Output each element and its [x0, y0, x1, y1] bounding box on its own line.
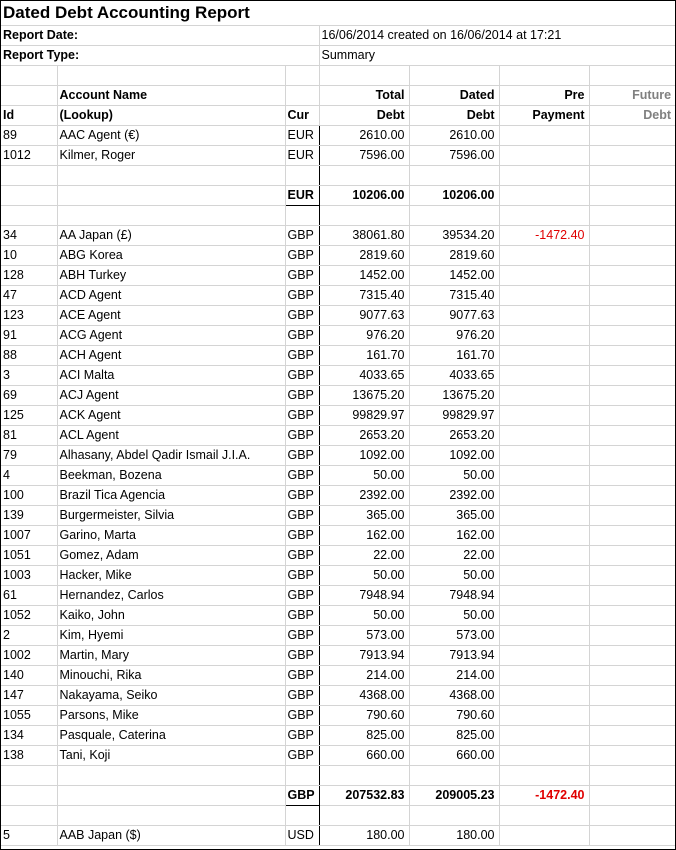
- cell-dated-debt: 214.00: [409, 666, 499, 686]
- cell-currency: GBP: [285, 726, 319, 746]
- cell-account-name: Parsons, Mike: [57, 706, 285, 726]
- cell-pre-payment: [499, 486, 589, 506]
- subtotal-spacer: [1, 786, 57, 806]
- table-row: [1, 646, 675, 666]
- subtotal-spacer: [1, 186, 57, 206]
- cell-future-debt: [589, 466, 675, 486]
- cell-pre-payment: [499, 726, 589, 746]
- cell-currency: GBP: [285, 746, 319, 766]
- cell-future-debt: [589, 146, 675, 166]
- header-account-name: Account Name: [57, 86, 285, 106]
- cell-account-name: ACJ Agent: [57, 386, 285, 406]
- cell-pre-payment: [499, 426, 589, 446]
- header-row-2: [1, 106, 675, 126]
- cell-account-name: Tani, Koji: [57, 746, 285, 766]
- cell-total-debt: 7948.94: [319, 586, 409, 606]
- cell-currency: GBP: [285, 586, 319, 606]
- subtotal-future-debt: [589, 786, 675, 806]
- cell-dated-debt: 50.00: [409, 606, 499, 626]
- cell-id: 125: [1, 406, 57, 426]
- cell-account-name: ACI Malta: [57, 366, 285, 386]
- table-row: [1, 626, 675, 646]
- subtotal-future-debt: [589, 186, 675, 206]
- cell-id: 88: [1, 346, 57, 366]
- cell-total-debt: 573.00: [319, 626, 409, 646]
- cell-currency: GBP: [285, 246, 319, 266]
- cell-currency: GBP: [285, 426, 319, 446]
- cell-account-name: Nakayama, Seiko: [57, 686, 285, 706]
- cell-total-debt: 161.70: [319, 346, 409, 366]
- cell-total-debt: 214.00: [319, 666, 409, 686]
- cell-total-debt: 7913.94: [319, 646, 409, 666]
- cell-pre-payment: [499, 666, 589, 686]
- cell-future-debt: [589, 426, 675, 446]
- report-date-label: Report Date:: [1, 26, 319, 46]
- cell-dated-debt: 162.00: [409, 526, 499, 546]
- cell-account-name: ACL Agent: [57, 426, 285, 446]
- cell-account-name: AA Japan (£): [57, 226, 285, 246]
- cell-total-debt: 365.00: [319, 506, 409, 526]
- table-row: [1, 566, 675, 586]
- cell-account-name: Burgermeister, Silvia: [57, 506, 285, 526]
- cell-currency: GBP: [285, 546, 319, 566]
- cell-id: 100: [1, 486, 57, 506]
- report-type-value: Summary: [319, 46, 675, 66]
- cell-pre-payment: [499, 646, 589, 666]
- cell-id: 140: [1, 666, 57, 686]
- cell-dated-debt: 790.60: [409, 706, 499, 726]
- table-row: [1, 746, 675, 766]
- cell-dated-debt: 39534.20: [409, 226, 499, 246]
- table-row: [1, 306, 675, 326]
- cell-pre-payment: [499, 446, 589, 466]
- cell-currency: GBP: [285, 506, 319, 526]
- cell-id: 147: [1, 686, 57, 706]
- cell-id: 10: [1, 246, 57, 266]
- subtotal-currency: EUR: [285, 186, 319, 206]
- cell-total-debt: 180.00: [319, 826, 409, 846]
- cell-future-debt: [589, 826, 675, 846]
- cell-future-debt: [589, 666, 675, 686]
- header-lookup: (Lookup): [57, 106, 285, 126]
- cell-future-debt: [589, 706, 675, 726]
- table-row: [1, 466, 675, 486]
- cell-pre-payment: [499, 386, 589, 406]
- cell-pre-payment: [499, 506, 589, 526]
- blank-row: [1, 166, 675, 186]
- subtotal-dated-debt: 10206.00: [409, 186, 499, 206]
- cell-future-debt: [589, 606, 675, 626]
- cell-id: 79: [1, 446, 57, 466]
- cell-pre-payment: [499, 706, 589, 726]
- subtotal-row: [1, 186, 675, 206]
- cell-dated-debt: 161.70: [409, 346, 499, 366]
- cell-account-name: ABG Korea: [57, 246, 285, 266]
- cell-future-debt: [589, 506, 675, 526]
- cell-currency: EUR: [285, 126, 319, 146]
- cell-account-name: Kim, Hyemi: [57, 626, 285, 646]
- cell-account-name: Kaiko, John: [57, 606, 285, 626]
- cell-id: 4: [1, 466, 57, 486]
- cell-dated-debt: 180.00: [409, 826, 499, 846]
- table-row: [1, 706, 675, 726]
- header-total-debt: Debt: [319, 106, 409, 126]
- cell-currency: GBP: [285, 466, 319, 486]
- table-row: [1, 126, 675, 146]
- cell-future-debt: [589, 626, 675, 646]
- cell-id: 134: [1, 726, 57, 746]
- table-row: [1, 286, 675, 306]
- cell-id: 61: [1, 586, 57, 606]
- header-dated-debt: Debt: [409, 106, 499, 126]
- table-row: [1, 526, 675, 546]
- table-row: [1, 406, 675, 426]
- cell-pre-payment: [499, 326, 589, 346]
- header-dated: Dated: [409, 86, 499, 106]
- cell-total-debt: 22.00: [319, 546, 409, 566]
- cell-total-debt: 1092.00: [319, 446, 409, 466]
- cell-id: 1051: [1, 546, 57, 566]
- cell-pre-payment: [499, 566, 589, 586]
- cell-account-name: Martin, Mary: [57, 646, 285, 666]
- cell-currency: GBP: [285, 686, 319, 706]
- cell-pre-payment: -1472.40: [499, 226, 589, 246]
- cell-pre-payment: [499, 606, 589, 626]
- cell-currency: USD: [285, 826, 319, 846]
- header-future-debt: Debt: [589, 106, 675, 126]
- cell-pre-payment: [499, 586, 589, 606]
- cell-id: 34: [1, 226, 57, 246]
- cell-total-debt: 4368.00: [319, 686, 409, 706]
- header-future: Future: [589, 86, 675, 106]
- cell-currency: GBP: [285, 226, 319, 246]
- table-row: [1, 726, 675, 746]
- cell-currency: GBP: [285, 286, 319, 306]
- cell-dated-debt: 825.00: [409, 726, 499, 746]
- cell-account-name: Garino, Marta: [57, 526, 285, 546]
- table-row: [1, 506, 675, 526]
- cell-account-name: Minouchi, Rika: [57, 666, 285, 686]
- cell-pre-payment: [499, 406, 589, 426]
- table-row: [1, 826, 675, 846]
- cell-id: 139: [1, 506, 57, 526]
- cell-dated-debt: 4368.00: [409, 686, 499, 706]
- cell-dated-debt: 50.00: [409, 566, 499, 586]
- cell-total-debt: 2610.00: [319, 126, 409, 146]
- cell-future-debt: [589, 526, 675, 546]
- header-pre: Pre: [499, 86, 589, 106]
- cell-dated-debt: 99829.97: [409, 406, 499, 426]
- cell-pre-payment: [499, 126, 589, 146]
- subtotal-row: [1, 786, 675, 806]
- cell-future-debt: [589, 126, 675, 146]
- table-row: [1, 386, 675, 406]
- table-row: [1, 366, 675, 386]
- cell-currency: GBP: [285, 346, 319, 366]
- table-row: [1, 546, 675, 566]
- cell-future-debt: [589, 486, 675, 506]
- cell-total-debt: 976.20: [319, 326, 409, 346]
- table-row: [1, 266, 675, 286]
- report-table: [1, 1, 675, 846]
- cell-currency: GBP: [285, 366, 319, 386]
- cell-currency: GBP: [285, 326, 319, 346]
- cell-dated-debt: 2819.60: [409, 246, 499, 266]
- cell-future-debt: [589, 346, 675, 366]
- cell-future-debt: [589, 746, 675, 766]
- cell-pre-payment: [499, 286, 589, 306]
- cell-future-debt: [589, 566, 675, 586]
- cell-dated-debt: 4033.65: [409, 366, 499, 386]
- table-row: [1, 586, 675, 606]
- cell-account-name: ACK Agent: [57, 406, 285, 426]
- report-type-label: Report Type:: [1, 46, 319, 66]
- cell-total-debt: 4033.65: [319, 366, 409, 386]
- header-row-1: [1, 86, 675, 106]
- cell-account-name: AAC Agent (€): [57, 126, 285, 146]
- cell-pre-payment: [499, 746, 589, 766]
- cell-id: 47: [1, 286, 57, 306]
- cell-total-debt: 38061.80: [319, 226, 409, 246]
- cell-future-debt: [589, 366, 675, 386]
- cell-pre-payment: [499, 366, 589, 386]
- subtotal-spacer: [57, 186, 285, 206]
- cell-future-debt: [589, 266, 675, 286]
- cell-id: 123: [1, 306, 57, 326]
- cell-currency: EUR: [285, 146, 319, 166]
- cell-pre-payment: [499, 526, 589, 546]
- cell-id: 91: [1, 326, 57, 346]
- cell-future-debt: [589, 646, 675, 666]
- cell-account-name: ABH Turkey: [57, 266, 285, 286]
- cell-future-debt: [589, 286, 675, 306]
- blank-row: [1, 206, 675, 226]
- cell-currency: GBP: [285, 266, 319, 286]
- cell-currency: GBP: [285, 626, 319, 646]
- cell-pre-payment: [499, 306, 589, 326]
- report-date-value: 16/06/2014 created on 16/06/2014 at 17:21: [319, 26, 675, 46]
- cell-future-debt: [589, 726, 675, 746]
- cell-pre-payment: [499, 266, 589, 286]
- cell-id: 3: [1, 366, 57, 386]
- cell-pre-payment: [499, 466, 589, 486]
- cell-dated-debt: 22.00: [409, 546, 499, 566]
- cell-id: 1007: [1, 526, 57, 546]
- cell-total-debt: 162.00: [319, 526, 409, 546]
- cell-currency: GBP: [285, 526, 319, 546]
- table-row: [1, 326, 675, 346]
- cell-currency: GBP: [285, 446, 319, 466]
- cell-future-debt: [589, 406, 675, 426]
- cell-future-debt: [589, 546, 675, 566]
- cell-future-debt: [589, 326, 675, 346]
- cell-total-debt: 7315.40: [319, 286, 409, 306]
- cell-currency: GBP: [285, 386, 319, 406]
- cell-total-debt: 825.00: [319, 726, 409, 746]
- subtotal-spacer: [57, 786, 285, 806]
- cell-total-debt: 1452.00: [319, 266, 409, 286]
- cell-account-name: Beekman, Bozena: [57, 466, 285, 486]
- cell-currency: GBP: [285, 646, 319, 666]
- cell-dated-debt: 1092.00: [409, 446, 499, 466]
- subtotal-total-debt: 207532.83: [319, 786, 409, 806]
- subtotal-total-debt: 10206.00: [319, 186, 409, 206]
- table-row: [1, 146, 675, 166]
- cell-account-name: Pasquale, Caterina: [57, 726, 285, 746]
- cell-total-debt: 9077.63: [319, 306, 409, 326]
- table-row: [1, 426, 675, 446]
- cell-future-debt: [589, 686, 675, 706]
- cell-total-debt: 99829.97: [319, 406, 409, 426]
- cell-total-debt: 50.00: [319, 566, 409, 586]
- cell-pre-payment: [499, 146, 589, 166]
- cell-future-debt: [589, 586, 675, 606]
- cell-currency: GBP: [285, 566, 319, 586]
- table-row: [1, 226, 675, 246]
- header-total: Total: [319, 86, 409, 106]
- table-row: [1, 486, 675, 506]
- cell-dated-debt: 2653.20: [409, 426, 499, 446]
- cell-currency: GBP: [285, 306, 319, 326]
- subtotal-dated-debt: 209005.23: [409, 786, 499, 806]
- cell-pre-payment: [499, 546, 589, 566]
- cell-account-name: Kilmer, Roger: [57, 146, 285, 166]
- cell-future-debt: [589, 386, 675, 406]
- cell-pre-payment: [499, 346, 589, 366]
- cell-currency: GBP: [285, 406, 319, 426]
- cell-dated-debt: 2392.00: [409, 486, 499, 506]
- table-row: [1, 606, 675, 626]
- cell-dated-debt: 1452.00: [409, 266, 499, 286]
- cell-total-debt: 2819.60: [319, 246, 409, 266]
- cell-dated-debt: 9077.63: [409, 306, 499, 326]
- cell-id: 2: [1, 626, 57, 646]
- cell-dated-debt: 7315.40: [409, 286, 499, 306]
- cell-total-debt: 50.00: [319, 466, 409, 486]
- cell-total-debt: 790.60: [319, 706, 409, 726]
- cell-total-debt: 2392.00: [319, 486, 409, 506]
- table-row: [1, 686, 675, 706]
- header-id: Id: [1, 106, 57, 126]
- cell-account-name: ACG Agent: [57, 326, 285, 346]
- cell-id: 128: [1, 266, 57, 286]
- cell-id: 89: [1, 126, 57, 146]
- subtotal-pre-payment: [499, 186, 589, 206]
- cell-id: 1012: [1, 146, 57, 166]
- cell-id: 1002: [1, 646, 57, 666]
- blank-row: [1, 806, 675, 826]
- cell-dated-debt: 7596.00: [409, 146, 499, 166]
- cell-dated-debt: 365.00: [409, 506, 499, 526]
- header-payment: Payment: [499, 106, 589, 126]
- cell-account-name: Alhasany, Abdel Qadir Ismail J.I.A.: [57, 446, 285, 466]
- cell-currency: GBP: [285, 666, 319, 686]
- cell-total-debt: 50.00: [319, 606, 409, 626]
- cell-account-name: AAB Japan ($): [57, 826, 285, 846]
- cell-total-debt: 13675.20: [319, 386, 409, 406]
- cell-id: 69: [1, 386, 57, 406]
- cell-dated-debt: 2610.00: [409, 126, 499, 146]
- blank-row: [1, 766, 675, 786]
- header-cur: Cur: [285, 106, 319, 126]
- subtotal-pre-payment: -1472.40: [499, 786, 589, 806]
- cell-id: 1052: [1, 606, 57, 626]
- cell-currency: GBP: [285, 606, 319, 626]
- cell-account-name: ACD Agent: [57, 286, 285, 306]
- cell-id: 138: [1, 746, 57, 766]
- cell-currency: GBP: [285, 706, 319, 726]
- cell-future-debt: [589, 246, 675, 266]
- cell-dated-debt: 976.20: [409, 326, 499, 346]
- cell-dated-debt: 13675.20: [409, 386, 499, 406]
- table-row: [1, 666, 675, 686]
- cell-dated-debt: 50.00: [409, 466, 499, 486]
- cell-dated-debt: 7913.94: [409, 646, 499, 666]
- cell-id: 81: [1, 426, 57, 446]
- cell-pre-payment: [499, 246, 589, 266]
- cell-dated-debt: 660.00: [409, 746, 499, 766]
- cell-future-debt: [589, 446, 675, 466]
- cell-account-name: Hacker, Mike: [57, 566, 285, 586]
- cell-total-debt: 2653.20: [319, 426, 409, 446]
- cell-account-name: Hernandez, Carlos: [57, 586, 285, 606]
- report-title: Dated Debt Accounting Report: [1, 1, 675, 26]
- cell-dated-debt: 7948.94: [409, 586, 499, 606]
- cell-id: 1055: [1, 706, 57, 726]
- cell-pre-payment: [499, 826, 589, 846]
- cell-id: 1003: [1, 566, 57, 586]
- cell-future-debt: [589, 306, 675, 326]
- cell-pre-payment: [499, 686, 589, 706]
- cell-total-debt: 660.00: [319, 746, 409, 766]
- cell-total-debt: 7596.00: [319, 146, 409, 166]
- cell-id: 5: [1, 826, 57, 846]
- cell-account-name: Gomez, Adam: [57, 546, 285, 566]
- subtotal-currency: GBP: [285, 786, 319, 806]
- cell-account-name: ACH Agent: [57, 346, 285, 366]
- cell-account-name: ACE Agent: [57, 306, 285, 326]
- cell-pre-payment: [499, 626, 589, 646]
- cell-dated-debt: 573.00: [409, 626, 499, 646]
- table-row: [1, 446, 675, 466]
- cell-account-name: Brazil Tica Agencia: [57, 486, 285, 506]
- table-row: [1, 246, 675, 266]
- table-row: [1, 346, 675, 366]
- cell-future-debt: [589, 226, 675, 246]
- cell-currency: GBP: [285, 486, 319, 506]
